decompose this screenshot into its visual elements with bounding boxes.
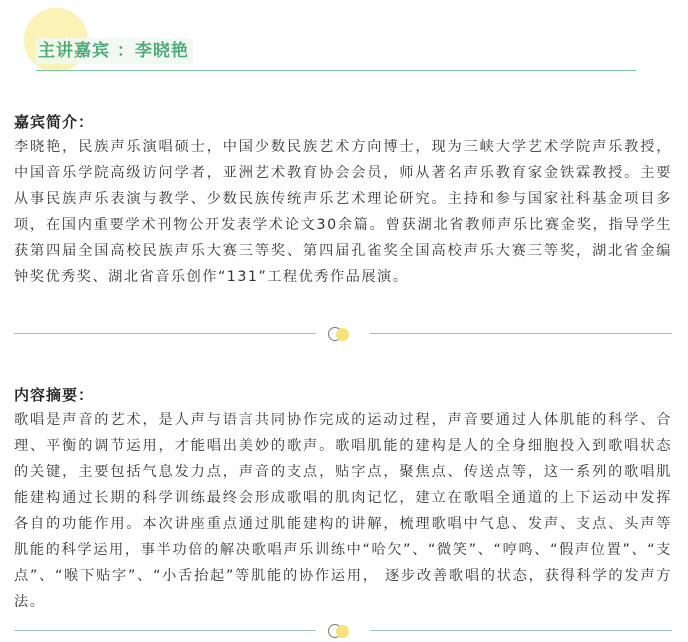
summary-text: 歌唱是声音的艺术，是人声与语言共同协作完成的运动过程，声音要通过人体肌能的科学、合理、平衡的调节运用，才能唱出美妙的歌声。歌唱肌能的建构是人的全身细胞投入到歌唱状态的关键，主要包括气息发力点，声音的支点，贴字点，聚焦点、传送点等，这一系列的歌唱肌能建构通过长期的科学训练最终会形成歌唱的肌肉记忆，建立在歌唱全通道的上下运动中发挥各自的功能作用。本次讲座重点通过肌能建构的讲解，梳理歌唱中气息、发声、支点、头声等肌能的科学运用，事半功倍的解决歌唱声乐训练中“哈欠”、“微笑”、“哼鸣、“假声位置”、“支点”、“喉下贴字”、“小舌抬起”等肌能的协作运用， 逐步改善歌唱的状态，获得科学的发声方法。 xyxy=(14,412,672,610)
bio-heading: 嘉宾简介： xyxy=(14,113,95,131)
bio-text: 李晓艳，民族声乐演唱硕士，中国少数民族艺术方向博士，现为三峡大学艺术学院声乐教授，中国音乐学院高级访问学者，亚洲艺术教育协会会员，师从著名声乐教育家金铁霖教授。主要从事民族声乐表演与教学、少数民族传统声乐艺术理论研究。主持和参与国家社科基金项目多项，在国内重要学术刊物公开发表学术论文30余篇。曾获湖北省教师声乐比赛金奖，指导学生获第四届全国高校民族声乐大赛三等奖、第四届孔雀奖全国高校声乐大赛三等奖，湖北省金编钟奖优秀奖、湖北省音乐创作“131”工程优秀作品展演。 xyxy=(14,139,672,285)
summary-heading: 内容摘要： xyxy=(14,386,95,404)
header-underline xyxy=(36,70,636,71)
speaker-header xyxy=(0,0,688,78)
divider-dots-icon xyxy=(328,327,358,341)
divider-line-left xyxy=(14,630,316,631)
speaker-title: 主讲嘉宾 ：李晓艳 xyxy=(36,38,193,64)
section-divider xyxy=(14,327,672,341)
divider-line-right xyxy=(370,333,672,334)
divider-line-left xyxy=(14,333,316,334)
bottom-divider xyxy=(14,624,672,638)
divider-dots-icon xyxy=(328,624,358,638)
divider-dot-icon xyxy=(336,328,349,341)
divider-line-right xyxy=(370,630,672,631)
divider-dot-icon xyxy=(336,625,349,638)
